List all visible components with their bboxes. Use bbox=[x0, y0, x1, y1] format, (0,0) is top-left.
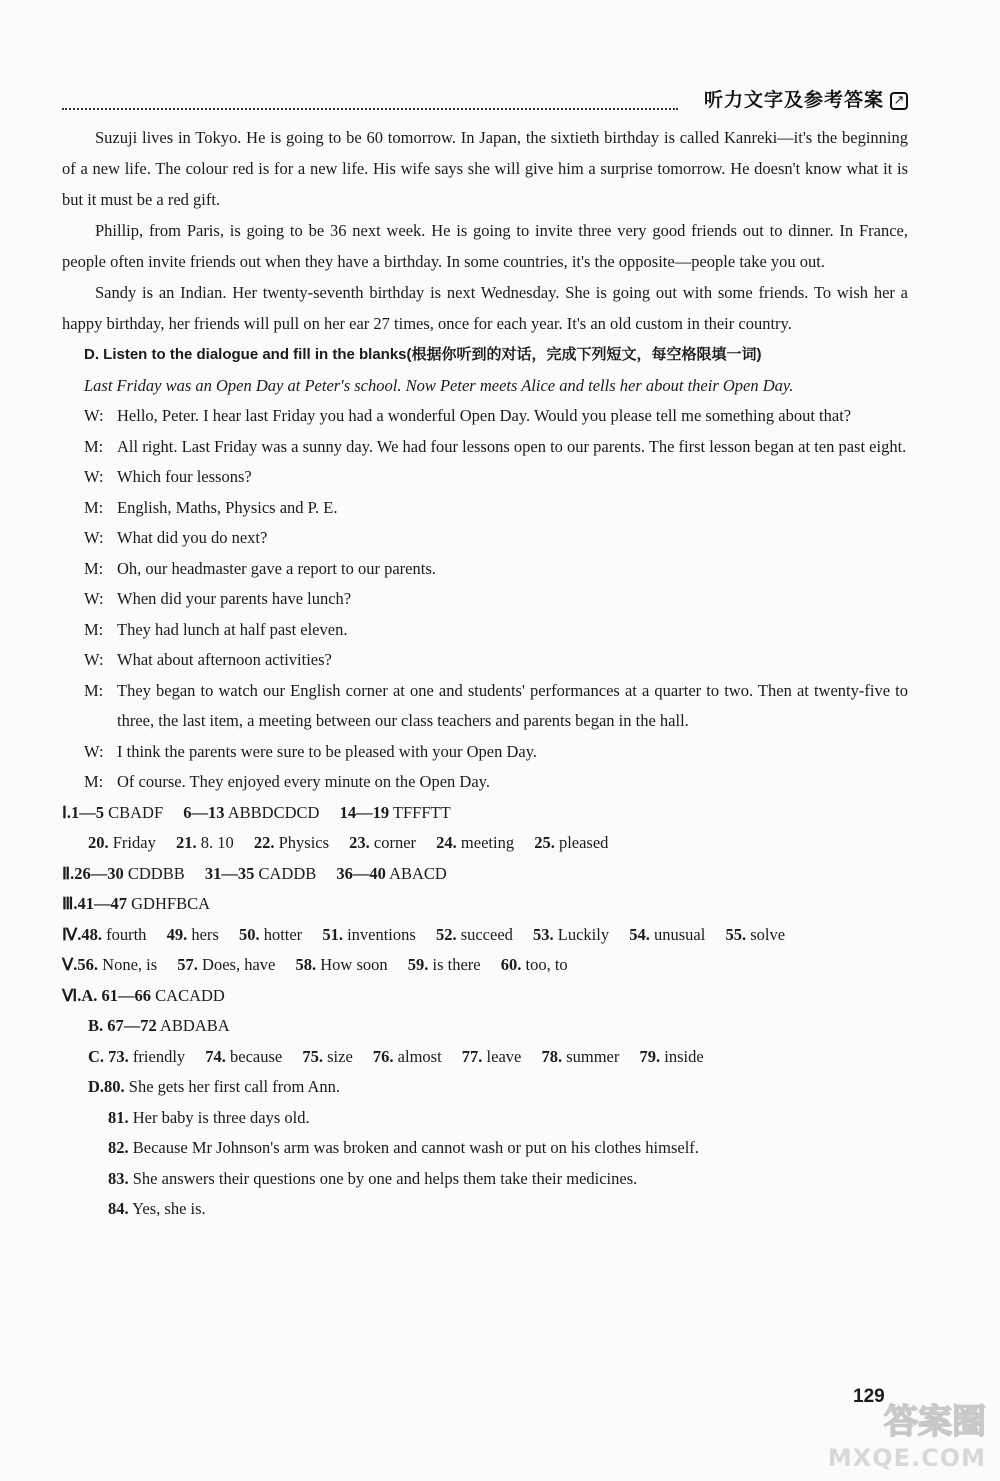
dialogue-line bbox=[62, 767, 908, 798]
answer-number: 14—19 bbox=[339, 802, 390, 822]
answer-value: None, is bbox=[102, 955, 158, 974]
answer-number: 58. bbox=[295, 955, 317, 974]
answer-value: too, to bbox=[525, 955, 568, 974]
answer-row-10 bbox=[62, 1072, 908, 1103]
answer-number: 49. bbox=[166, 924, 188, 944]
section-d-heading: D. Listen to the dialogue and fill in the blanks(根据你听到的对话，完成下列短文，每空格限填一词) bbox=[84, 346, 762, 363]
answer-number: 24. bbox=[436, 833, 457, 852]
answer-value: She answers their questions one by one and helps them take their medicines. bbox=[132, 1168, 638, 1188]
answer-number: 21. bbox=[175, 833, 197, 852]
answer-value: unusual bbox=[653, 924, 706, 944]
answer-number: 55. bbox=[725, 924, 747, 944]
line-text: What about afternoon activities? bbox=[117, 650, 332, 669]
answer-value: Friday bbox=[112, 833, 156, 852]
answer-row-5 bbox=[62, 920, 908, 951]
answer-value: CACADD bbox=[155, 985, 225, 1005]
line-text: Oh, our headmaster gave a report to our parents. bbox=[117, 558, 436, 578]
answer-section-label: Ⅵ. bbox=[62, 985, 82, 1005]
answer-value: Physics bbox=[278, 833, 330, 852]
answer-number: 1—5 bbox=[71, 802, 104, 822]
answer-row-3 bbox=[62, 859, 908, 890]
page-content bbox=[62, 122, 908, 1225]
answer-sub-label: B. bbox=[88, 1016, 104, 1035]
answer-value: size bbox=[327, 1046, 353, 1066]
answer-value: CADDB bbox=[258, 863, 317, 883]
answer-row-14 bbox=[62, 1194, 908, 1225]
answer-value: inventions bbox=[347, 924, 416, 944]
answer-row-12 bbox=[62, 1133, 908, 1164]
speaker: W: bbox=[84, 406, 104, 425]
answer-value: pleased bbox=[558, 833, 609, 852]
answer-number: 77. bbox=[461, 1046, 483, 1066]
answer-row-13 bbox=[62, 1164, 908, 1195]
answer-number: 67—72 bbox=[107, 1016, 157, 1035]
line-text: English, Maths, Physics and P. E. bbox=[117, 497, 338, 517]
line-text: All right. Last Friday was a sunny day. We had four lessons open to our parents. The first lesson began at ten past eight. bbox=[117, 436, 907, 456]
answer-number: 31—35 bbox=[204, 863, 255, 883]
answer-number: 6—13 bbox=[183, 802, 225, 822]
answer-number: 25. bbox=[534, 833, 555, 852]
answer-section-label: Ⅰ. bbox=[62, 802, 71, 822]
answer-number: 56. bbox=[77, 955, 99, 974]
answer-value: meeting bbox=[460, 833, 515, 852]
answer-value: ABBDCDCD bbox=[227, 802, 320, 822]
line-text: When did your parents have lunch? bbox=[117, 589, 352, 608]
paragraph-phillip: Phillip, from Paris, is going to be 36 next week. He is going to invite three very good friends out to dinner. In France, people often invite friends out when they have a birthday. In some countries, it's the opposite—people take you out. bbox=[62, 221, 908, 271]
answer-value: Does, have bbox=[202, 955, 276, 974]
speaker: M: bbox=[84, 497, 104, 517]
answer-row-2 bbox=[62, 828, 908, 859]
line-text: Which four lessons? bbox=[117, 467, 252, 486]
line-text: They had lunch at half past eleven. bbox=[117, 619, 348, 639]
speaker: M: bbox=[84, 772, 104, 791]
answer-key bbox=[62, 798, 908, 1225]
answer-number: 83. bbox=[108, 1168, 129, 1188]
answer-number: 50. bbox=[238, 924, 260, 944]
answer-number: 76. bbox=[372, 1046, 394, 1066]
dialogue-line bbox=[62, 584, 908, 615]
answer-number: 80. bbox=[104, 1077, 125, 1096]
dialogue-line bbox=[62, 737, 908, 768]
answer-sub-label: A. bbox=[81, 985, 98, 1005]
answer-value: How soon bbox=[320, 955, 388, 974]
watermark-logo-text: 答案圈 bbox=[884, 1402, 986, 1442]
answer-value: fourth bbox=[106, 924, 147, 944]
answer-number: 53. bbox=[533, 924, 554, 944]
answer-value: hers bbox=[191, 924, 219, 944]
answer-value: corner bbox=[373, 833, 417, 852]
answer-number: 23. bbox=[349, 833, 370, 852]
answer-row-8 bbox=[62, 1011, 908, 1042]
line-text: Hello, Peter. I hear last Friday you had a wonderful Open Day. Would you please tell me something about that? bbox=[117, 406, 852, 425]
answer-row-11 bbox=[62, 1103, 908, 1134]
answer-number: 74. bbox=[205, 1046, 226, 1066]
answer-number: 59. bbox=[407, 955, 429, 974]
dialogue-line bbox=[62, 462, 908, 493]
watermark-url: MXQE.COM bbox=[827, 1444, 986, 1472]
answer-number: 61—66 bbox=[101, 985, 152, 1005]
answer-number: 57. bbox=[177, 955, 198, 974]
dialogue-line bbox=[62, 554, 908, 585]
answer-section-label: Ⅴ. bbox=[62, 955, 78, 974]
speaker: W: bbox=[84, 589, 104, 608]
dialogue-line bbox=[62, 493, 908, 524]
page-number: 129 bbox=[853, 1386, 885, 1407]
header-dotted-rule bbox=[62, 108, 678, 110]
answer-number: 22. bbox=[253, 833, 275, 852]
answer-value: CDDBB bbox=[127, 863, 185, 883]
answer-value: friendly bbox=[132, 1046, 186, 1066]
answer-number: 73. bbox=[108, 1046, 129, 1066]
answer-value: Yes, she is. bbox=[132, 1199, 206, 1218]
answer-row-9 bbox=[62, 1042, 908, 1073]
paragraph-suzuji: Suzuji lives in Tokyo. He is going to be 60 tomorrow. In Japan, the sixtieth birthday is called Kanreki—it's the beginning of a new life. The colour red is for a new life. His wife says she will give him a surprise tomorrow. He doesn't know what it is but it must be a red gift. bbox=[62, 128, 908, 209]
answer-number: 26—30 bbox=[74, 863, 124, 883]
speaker: W: bbox=[84, 650, 104, 669]
dialogue-line bbox=[62, 645, 908, 676]
speaker: W: bbox=[84, 741, 104, 761]
answer-value: succeed bbox=[460, 924, 513, 944]
page-header bbox=[62, 84, 910, 114]
line-text: They began to watch our English corner at one and students' performances at a quarter to two. Then at twenty-five to three, the last item, a meeting between our class teachers and parents began in the hall. bbox=[117, 680, 908, 730]
answer-row-4 bbox=[62, 889, 908, 920]
answer-section-label: Ⅳ. bbox=[62, 924, 82, 944]
answer-number: 20. bbox=[88, 833, 109, 852]
answer-value: solve bbox=[750, 924, 786, 944]
line-text: What did you do next? bbox=[117, 528, 268, 547]
answer-value: Her baby is three days old. bbox=[132, 1107, 310, 1127]
answer-value: inside bbox=[664, 1046, 704, 1066]
answer-row-6 bbox=[62, 950, 908, 981]
answer-sub-label: D. bbox=[88, 1077, 105, 1096]
answer-number: 78. bbox=[541, 1046, 563, 1066]
dialogue-line bbox=[62, 676, 908, 737]
answer-number: 84. bbox=[108, 1199, 129, 1218]
arrow-icon: ↗ bbox=[890, 92, 908, 110]
answer-section-label: Ⅲ. bbox=[62, 894, 78, 913]
answer-number: 81. bbox=[108, 1107, 129, 1127]
speaker: M: bbox=[84, 436, 104, 456]
speaker: M: bbox=[84, 558, 104, 578]
answer-number: 75. bbox=[302, 1046, 323, 1066]
dialogue-line bbox=[62, 523, 908, 554]
paragraph-sandy: Sandy is an Indian. Her twenty-seventh birthday is next Wednesday. She is going out with some friends. To wish her a happy birthday, her friends will pull on her ear 27 times, once for each year. It's an old custom in their country. bbox=[62, 283, 908, 333]
answer-value: She gets her first call from Ann. bbox=[128, 1077, 341, 1096]
answer-value: is there bbox=[432, 955, 481, 974]
dialogue bbox=[62, 401, 908, 798]
speaker: M: bbox=[84, 619, 104, 639]
answer-number: 82. bbox=[108, 1138, 129, 1157]
answer-sub-label: C. bbox=[88, 1046, 105, 1066]
answer-value: CBADF bbox=[108, 802, 164, 822]
answer-section-label: Ⅱ. bbox=[62, 863, 75, 883]
answer-value: ABACD bbox=[389, 863, 447, 883]
answer-value: Because Mr Johnson's arm was broken and cannot wash or put on his clothes himself. bbox=[132, 1138, 699, 1157]
header-title: 听力文字及参考答案 bbox=[703, 89, 884, 111]
speaker: W: bbox=[84, 528, 104, 547]
answer-value: Luckily bbox=[557, 924, 610, 944]
answer-value: because bbox=[230, 1046, 283, 1066]
line-text: I think the parents were sure to be pleased with your Open Day. bbox=[117, 741, 538, 761]
answer-value: summer bbox=[566, 1046, 620, 1066]
speaker: M: bbox=[84, 680, 104, 700]
answer-number: 52. bbox=[435, 924, 457, 944]
answer-number: 51. bbox=[322, 924, 343, 944]
answer-number: 48. bbox=[81, 924, 102, 944]
watermark bbox=[826, 1392, 986, 1472]
answer-value: leave bbox=[486, 1046, 522, 1066]
answer-value: ABDABA bbox=[159, 1016, 230, 1035]
answer-number: 36—40 bbox=[336, 863, 386, 883]
answer-number: 41—47 bbox=[77, 894, 128, 913]
section-d-intro: Last Friday was an Open Day at Peter's school. Now Peter meets Alice and tells her about their Open Day. bbox=[84, 376, 794, 395]
answer-number: 79. bbox=[639, 1046, 661, 1066]
answer-value: 8. 10 bbox=[200, 833, 234, 852]
answer-value: GDHFBCA bbox=[131, 894, 210, 913]
dialogue-line bbox=[62, 615, 908, 646]
answer-value: almost bbox=[397, 1046, 442, 1066]
dialogue-line bbox=[62, 401, 908, 432]
answer-value: hotter bbox=[263, 924, 303, 944]
answer-number: 60. bbox=[500, 955, 522, 974]
answer-number: 54. bbox=[629, 924, 650, 944]
speaker: W: bbox=[84, 467, 104, 486]
line-text: Of course. They enjoyed every minute on the Open Day. bbox=[117, 772, 490, 791]
answer-row-7 bbox=[62, 981, 908, 1012]
answer-value: TFFFTT bbox=[392, 802, 451, 822]
dialogue-line bbox=[62, 432, 908, 463]
answer-row-1 bbox=[62, 798, 908, 829]
